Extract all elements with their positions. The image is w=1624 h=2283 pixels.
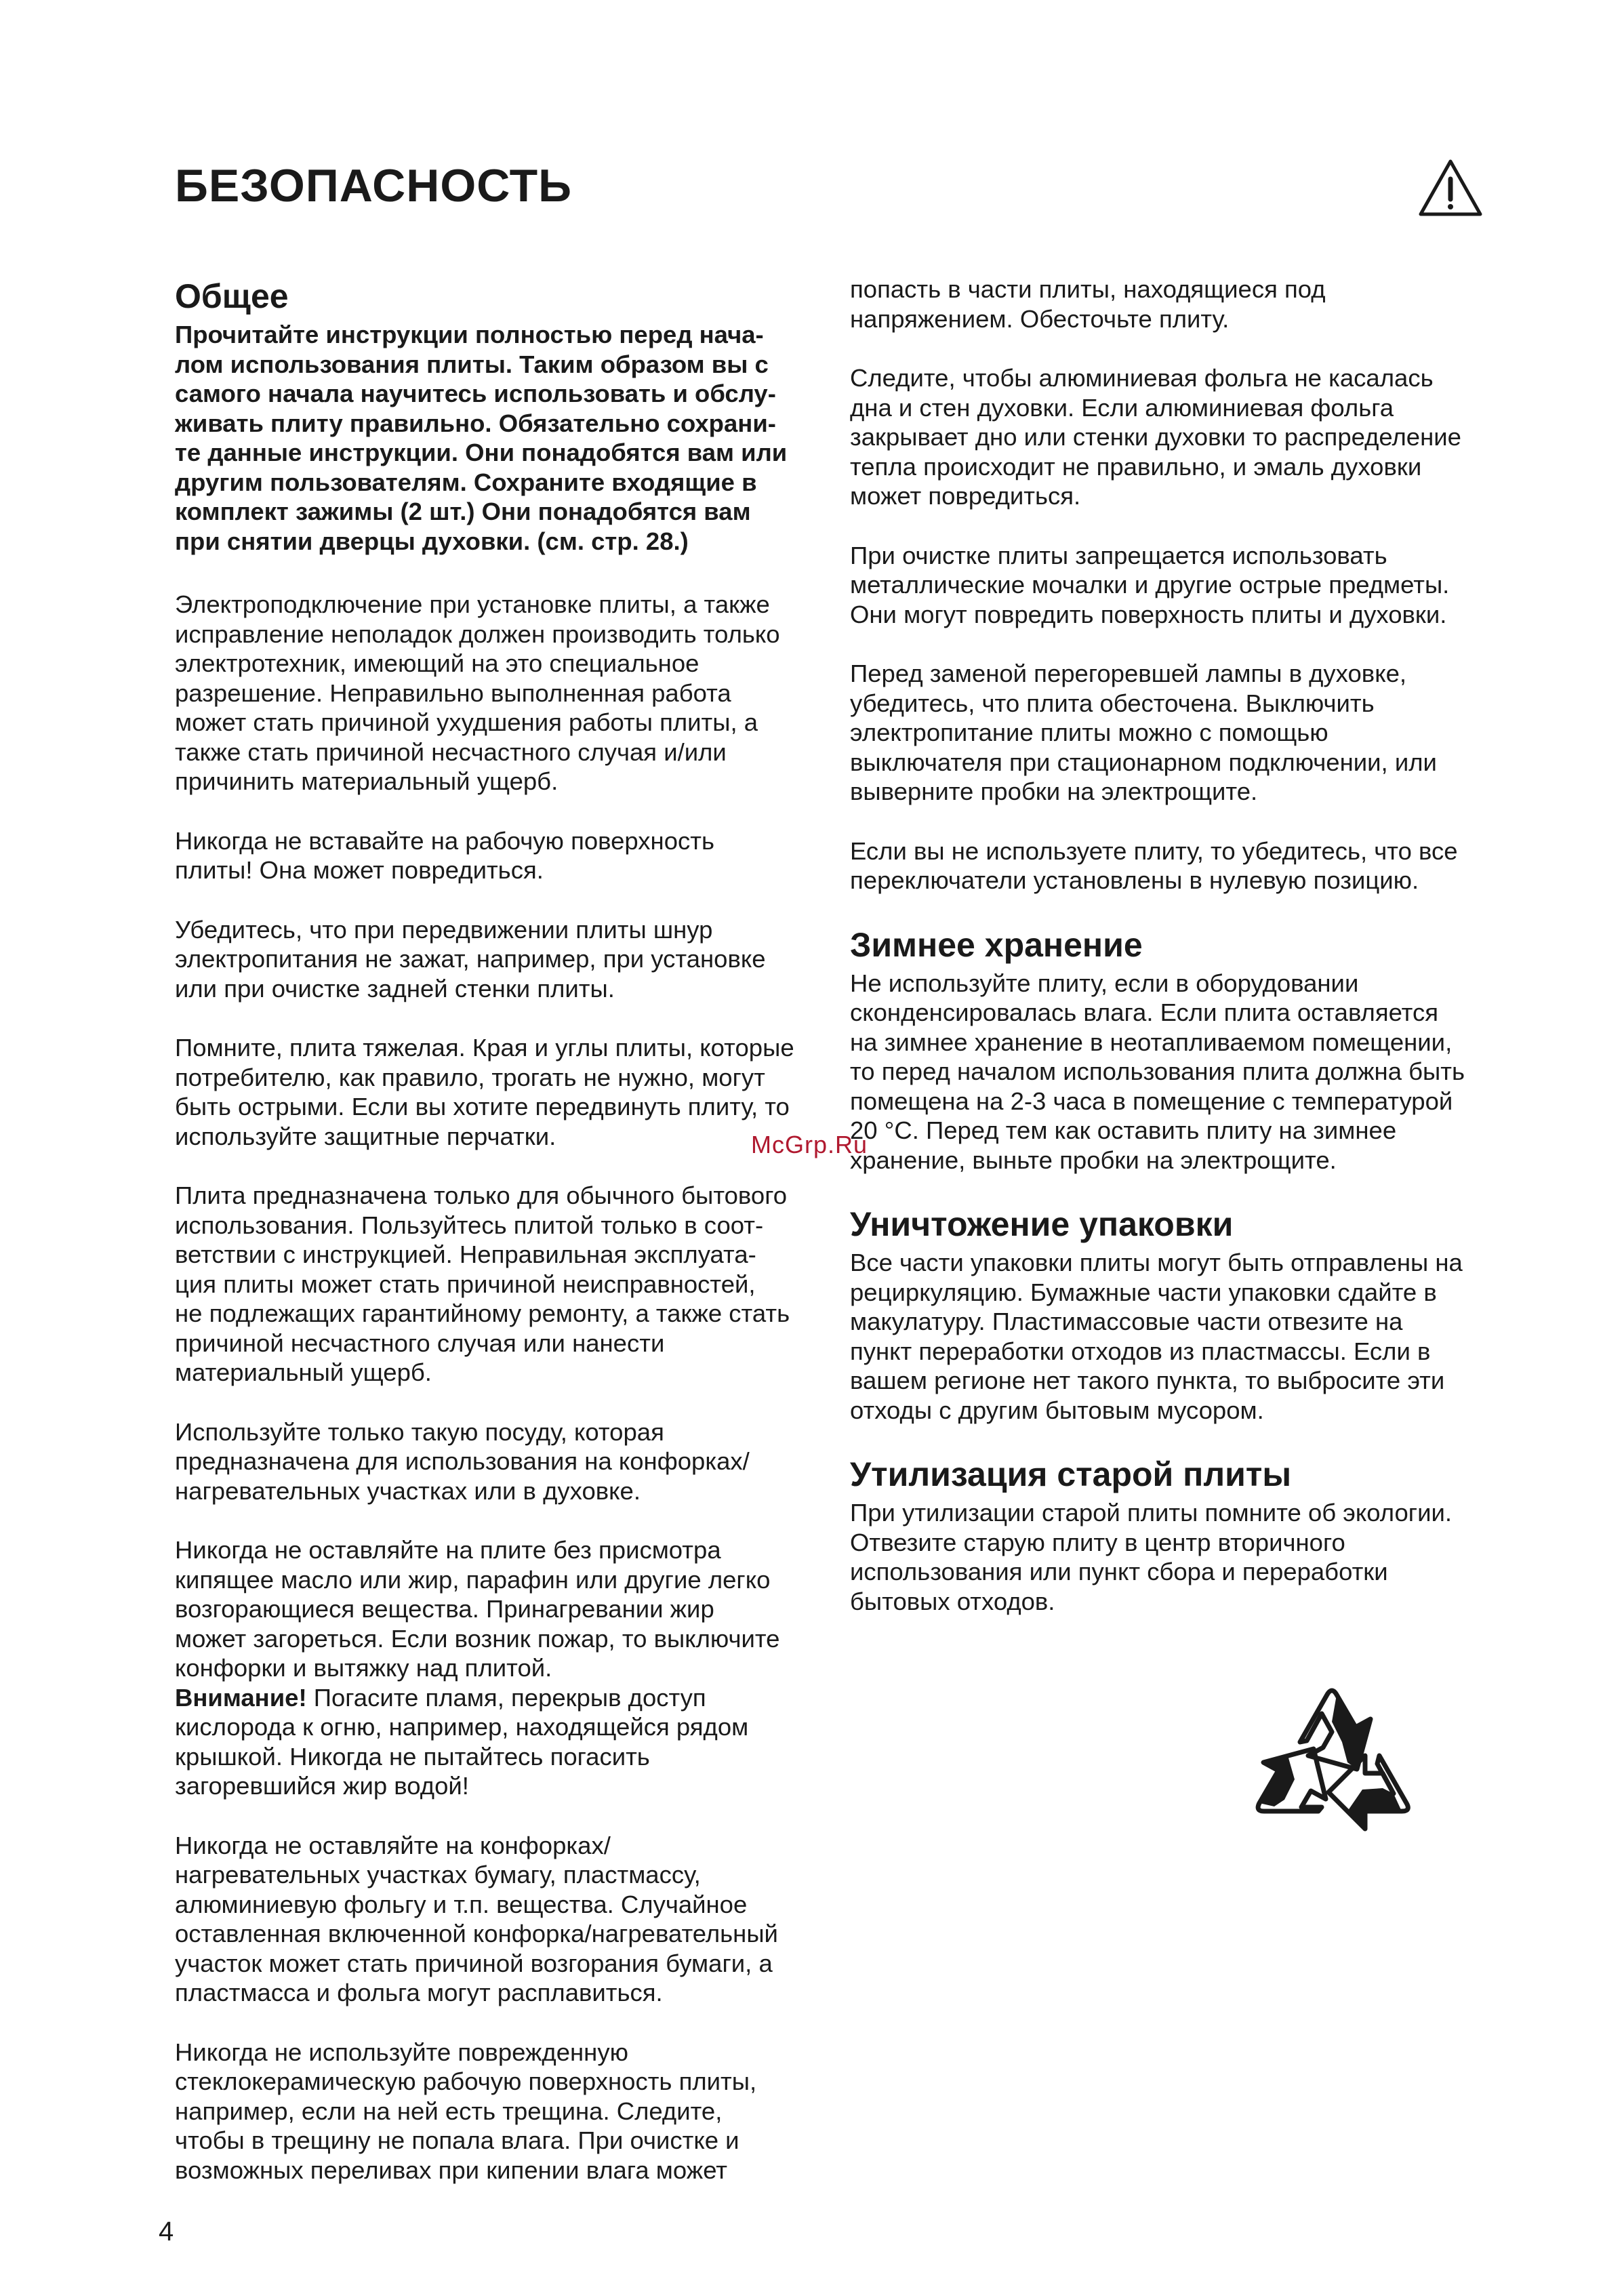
paragraph-power-cord: Убедитесь, что при передвижении плиты шнур электропитания не зажат, например, при установке или при очистке задней стенки плиты.: [175, 915, 766, 1003]
page-title: БЕЗОПАСНОСТЬ: [175, 160, 573, 211]
section-title-disposal: Утилизация старой плиты: [850, 1455, 1292, 1493]
section-title-general: Общее: [175, 277, 289, 315]
paragraph-heavy: Помните, плита тяжелая. Края и углы плиты, которые потребителю, как правило, трогать не нужно, могут быть острыми. Если вы хотите передвинуть плиту, то используйте защитные перчатки.: [175, 1034, 794, 1150]
paragraph-do-not-stand: Никогда не вставайте на рабочую поверхность плиты! Она может повредиться.: [175, 826, 714, 884]
watermark: McGrp.Ru: [751, 1131, 868, 1158]
paragraph-disposal: При утилизации старой плиты помните об экологии. Отвезите старую плиту в центр вторичного использования или пункт сбора и переработки бытовых отходов.: [850, 1499, 1453, 1615]
oil-fire-text: Никогда не оставляйте на плите без присмотра кипящее масло или жир, парафин или другие легко возгорающиеся вещества. Принагревании жир может загореться. Если возник пожар, то выключите конфорки и вытяжку над плитой.: [175, 1536, 780, 1682]
paragraph-aluminium-foil: Следите, чтобы алюминиевая фольга не касалась дна и стен духовки. Если алюминиевая фольга закрывает дно или стенки духовки то распределение тепла происходит не правильно, и эмаль духовки может повредиться.: [850, 364, 1461, 510]
paragraph-cleaning: При очистке плиты запрещается использовать металлические мочалки и другие острые предметы. Они могут повредить поверхность плиты и духовки.: [850, 541, 1450, 628]
warning-triangle-icon: [1418, 159, 1483, 217]
page-number: 4: [159, 2217, 174, 2246]
paragraph-cookware: Используйте только такую посуду, которая предназначена для использования на конфорках/ нагревательных участках или в духовке.: [175, 1417, 750, 1505]
right-column: [850, 275, 1501, 1646]
paragraph-live-parts: попасть в части плиты, находящиеся под напряжением. Обесточьте плиту.: [850, 275, 1326, 333]
paragraph-damaged-surface: Никогда не используйте поврежденную стеклокерамическую рабочую поверхность плиты, например, если на ней есть трещина. Следите, чтобы в трещину не попала влага. При очистке и возможных переливах при кипении влага может: [175, 2038, 757, 2184]
section-title-packaging: Уничтожение упаковки: [850, 1205, 1234, 1243]
paragraph-no-paper: Никогда не оставляйте на конфорках/ нагревательных участках бумагу, пластмассу, алюминиевую фольгу и т.п. вещества. Случайное оставленная включенной конфорка/нагревательный участок может стать причиной возгорания бумаги, а пластмасса и фольга могут расплавиться.: [175, 1831, 778, 2006]
paragraph-winter: Не используйте плиту, если в оборудовании сконденсировалась влага. Если плита оставляется на зимнее хранение в неотапливаемом помещении, то перед началом использования плита должна быть помещена на 2-3 часа в помещение с температурой 20 °С. Перед тем как оставить плиту на зимнее хранение, выньте пробки на электрощите.: [850, 969, 1465, 1174]
attention-text: Погасите пламя, перекрыв доступ кислорода к огню, например, находящейся рядом крышкой. Никогда не пытайтесь погасить загоревшийся жир водой!: [175, 1683, 749, 1800]
paragraph-oil-fire: [175, 1535, 826, 1801]
attention-label: Внимание!: [175, 1683, 307, 1712]
recycle-icon: [1220, 1661, 1444, 1884]
paragraph-switches: Если вы не используете плиту, то убедитесь, что все переключатели установлены в нулевую позицию.: [850, 836, 1458, 894]
paragraph-household-use: Плита предназначена только для обычного бытового использования. Пользуйтесь плитой только в соот- ветствии с инструкцией. Неправильная эксплуата- ция плиты может стать причиной неисправностей, не подлежащих гарантийному ремонту, а также стать причиной несчастного случая или нанести материальный ущерб.: [175, 1181, 790, 1386]
section-title-winter: Зимнее хранение: [850, 925, 1143, 964]
paragraph-lamp: Перед заменой перегоревшей лампы в духовке, убедитесь, что плита обесточена. Выключить электропитание плиты можно с помощью выключателя при стационарном подключении, или выверните пробки на электрощите.: [850, 660, 1437, 805]
intro-paragraph: Прочитайте инструкции полностью перед нача- лом использования плиты. Таким образом вы с самого начала научитесь использовать и обслу- живать плиту правильно. Обязательно сохрани- те данные инструкции. Они понадобятся вам или другим пользователям. Сохраните входящие в комплект зажимы (2 шт.) Они понадобятся вам при снятии дверцы духовки. (см. стр. 28.): [175, 321, 788, 555]
paragraph-electrical: Электроподключение при установке плиты, а также исправление неполадок должен производить только электротехник, имеющий на это специальное разрешение. Неправильно выполненная работа может стать причиной ухудшения работы плиты, а также стать причиной несчастного случая и/или причинить материальный ущерб.: [175, 590, 780, 795]
paragraph-packaging: Все части упаковки плиты могут быть отправлены на рециркуляцию. Бумажные части упаковки сдайте в макулатуру. Пластимассовые части отвезите на пункт переработки отходов из пластмассы. Если в вашем регионе нет такого пункта, то выбросите эти отходы с другим бытовым мусором.: [850, 1249, 1463, 1424]
left-column: [175, 277, 826, 2215]
